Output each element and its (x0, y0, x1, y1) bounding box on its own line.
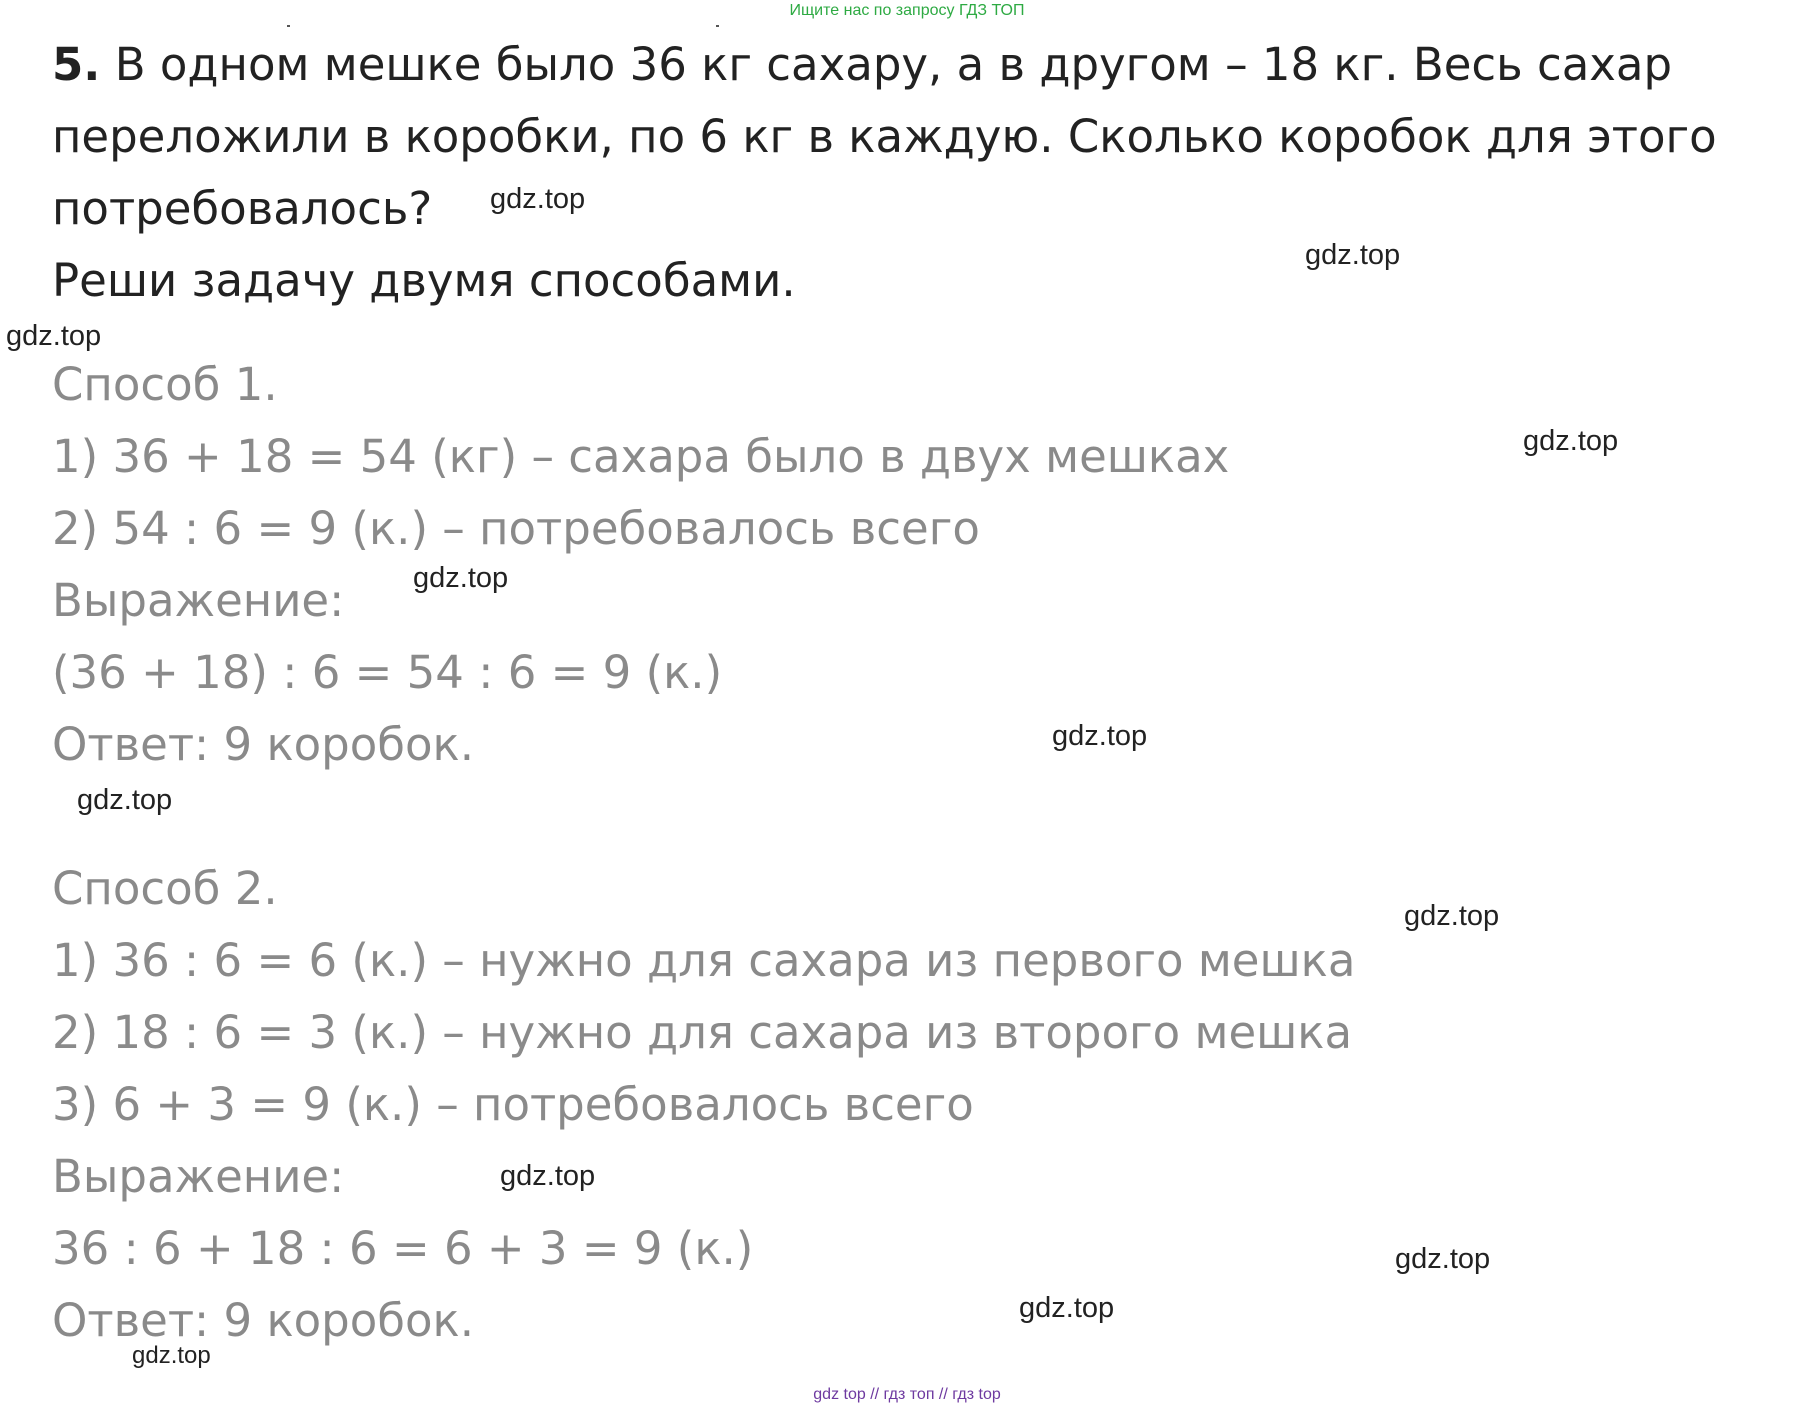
watermark: gdz.top (1052, 720, 1148, 752)
watermark: gdz.top (1523, 425, 1619, 457)
method2-expression-label: Выражение: (52, 1150, 345, 1203)
tick-mark (287, 25, 290, 27)
watermark: gdz.top (6, 320, 102, 352)
footer-links: gdz top // гдз топ // гдз top (813, 1386, 1001, 1403)
watermark: gdz.top (1404, 900, 1500, 932)
watermark: gdz.top (1395, 1243, 1491, 1275)
method1-title: Способ 1. (52, 358, 278, 411)
task-instruction: Реши задачу двумя способами. (52, 254, 796, 307)
method2-answer: Ответ: 9 коробок. (52, 1294, 475, 1347)
method2-title: Способ 2. (52, 862, 278, 915)
task-line-2: переложили в коробки, по 6 кг в каждую. Сколько коробок для этого (52, 110, 1717, 163)
method1-expression-label: Выражение: (52, 574, 345, 627)
watermark: gdz.top (490, 183, 586, 215)
watermark: gdz.top (77, 784, 173, 816)
tick-mark (716, 25, 719, 27)
method1-expression: (36 + 18) : 6 = 54 : 6 = 9 (к.) (52, 646, 723, 699)
watermark: gdz.top (413, 562, 509, 594)
method2-step2: 2) 18 : 6 = 3 (к.) – нужно для сахара из второго мешка (52, 1006, 1353, 1059)
method2-expression: 36 : 6 + 18 : 6 = 6 + 3 = 9 (к.) (52, 1222, 754, 1275)
watermark: gdz.top (1019, 1292, 1115, 1324)
task-number: 5. (52, 38, 101, 91)
method2-step3: 3) 6 + 3 = 9 (к.) – потребовалось всего (52, 1078, 974, 1131)
watermark: gdz.top (132, 1342, 211, 1369)
method1-answer: Ответ: 9 коробок. (52, 718, 475, 771)
watermark: gdz.top (1305, 239, 1401, 271)
method1-step1: 1) 36 + 18 = 54 (кг) – сахара было в двух мешках (52, 430, 1230, 483)
watermark: gdz.top (500, 1160, 596, 1192)
task-line-1: 5. В одном мешке было 36 кг сахару, а в другом – 18 кг. Весь сахар (52, 38, 1673, 91)
method2-step1: 1) 36 : 6 = 6 (к.) – нужно для сахара из первого мешка (52, 934, 1356, 987)
task-line-3: потребовалось? (52, 182, 433, 235)
method1-step2: 2) 54 : 6 = 9 (к.) – потребовалось всего (52, 502, 980, 555)
top-banner: Ищите нас по запросу ГДЗ ТОП (789, 2, 1025, 19)
